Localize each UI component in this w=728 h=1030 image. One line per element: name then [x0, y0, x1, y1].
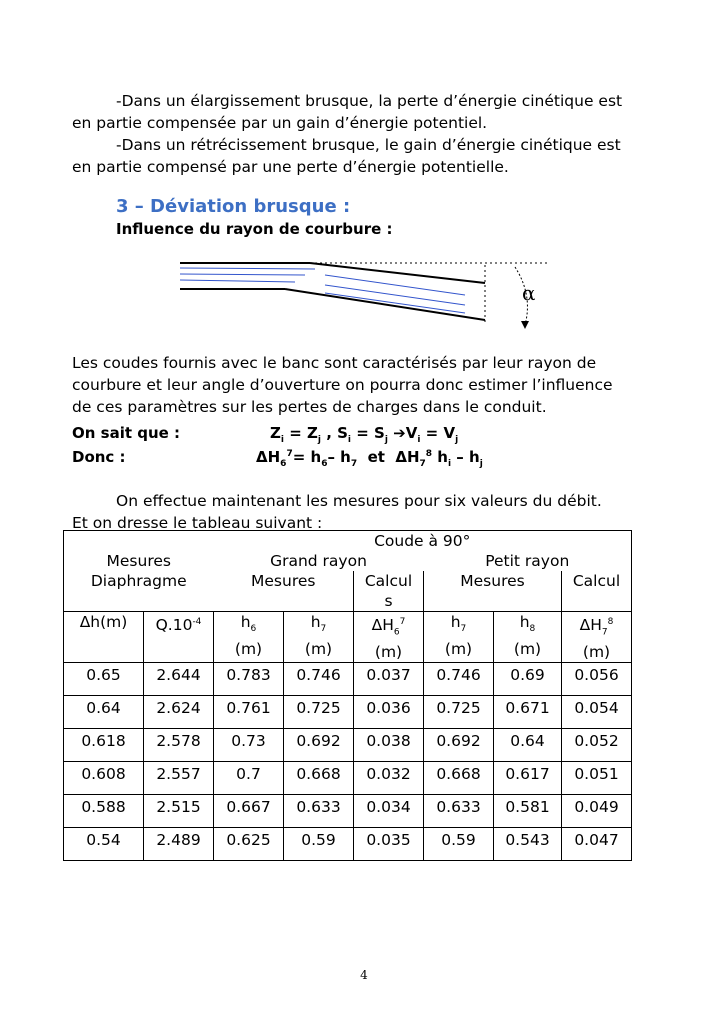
table-row: 0.64 2.624 0.761 0.725 0.036 0.725 0.671 0.054 [64, 696, 632, 729]
intro-line-4: en partie compensé par une perte d’énergie potentielle. [72, 158, 509, 176]
col-q: $Q.10^{-4}$ [144, 612, 214, 663]
header-petit-rayon: Petit rayon [424, 551, 632, 571]
header-grand-rayon: Grand rayon [270, 552, 367, 570]
col-h8: $h_8$ (m) [494, 612, 562, 663]
angle-arrowhead [521, 321, 529, 329]
table-row: 0.54 2.489 0.625 0.59 0.035 0.59 0.543 0.047 [64, 828, 632, 861]
flow-line-6 [325, 293, 465, 313]
col-h7: $h_7$ (m) [284, 612, 354, 663]
equation-2: $\Delta H_6^7= h_6-$ $h_7$ et $\Delta H_7^8$ $h_i - h_j$ [256, 448, 483, 469]
pipe-wall-top-bent [310, 263, 485, 283]
table-row: 0.608 2.557 0.7 0.668 0.032 0.668 0.617 0.051 [64, 762, 632, 795]
measure-line-2: Et on dresse le tableau suivant : [72, 514, 323, 532]
pipe-deviation-figure [175, 255, 555, 335]
col-dh67: $\Delta H_6^7$ (m) [354, 612, 424, 663]
intro-paragraph [72, 90, 652, 178]
col-h6: $h_6$ (m) [214, 612, 284, 663]
page-number: 4 [360, 968, 368, 982]
body-paragraph [72, 352, 652, 418]
body-line-3: de ces paramètres sur les pertes de charges dans le conduit. [72, 398, 547, 416]
results-table [63, 530, 632, 861]
header-calcul-petit: Calcul [562, 571, 632, 612]
body-line-2: courbure et leur angle d’ouverture on pourra donc estimer l’influence [72, 376, 613, 394]
header-calculs: Calcul s [354, 571, 424, 612]
measure-line-1: On effectue maintenant les mesures pour six valeurs du débit. [116, 492, 602, 510]
angle-label: α [522, 281, 536, 305]
body-line-1: Les coudes fournis avec le banc sont caractérisés par leur rayon de [72, 354, 597, 372]
measure-paragraph [72, 490, 652, 534]
section-subtitle: Influence du rayon de courbure : [116, 220, 393, 238]
header-mesures: Mesures [64, 551, 214, 571]
table-row: 0.618 2.578 0.73 0.692 0.038 0.692 0.64 0.052 [64, 729, 632, 762]
table-title: Coude à 90° [214, 531, 632, 552]
col-dh78: $\Delta H_7^8$ (m) [562, 612, 632, 663]
flow-line-2 [180, 274, 305, 275]
table-row: 0.65 2.644 0.783 0.746 0.037 0.746 0.69 0.056 [64, 663, 632, 696]
table-row: 0.588 2.515 0.667 0.633 0.034 0.633 0.581 0.049 [64, 795, 632, 828]
header-mesures-grand: Mesures [214, 571, 354, 612]
intro-line-3: -Dans un rétrécissement brusque, le gain d’énergie cinétique est [116, 136, 621, 154]
section-title: 3 – Déviation brusque : [116, 196, 351, 217]
col-dh: Δh(m) [64, 612, 144, 663]
intro-line-2: en partie compensée par un gain d’énergie potentiel. [72, 114, 488, 132]
intro-line-1: -Dans un élargissement brusque, la perte d’énergie cinétique est [116, 92, 623, 110]
header-diaphragme: Diaphragme [64, 571, 214, 612]
equation-1: $Z_i = Z_j$ , $S_i = S_j$ $➔V_i = V_j$ [270, 424, 459, 445]
flow-line-5 [325, 285, 465, 305]
col-h7b: $h_7$ (m) [424, 612, 494, 663]
on-sait-label: On sait que : [72, 424, 181, 442]
flow-line-3 [180, 280, 295, 282]
header-mesures-petit: Mesures [424, 571, 562, 612]
donc-label: Donc : [72, 448, 126, 466]
flow-line-1 [180, 268, 315, 269]
